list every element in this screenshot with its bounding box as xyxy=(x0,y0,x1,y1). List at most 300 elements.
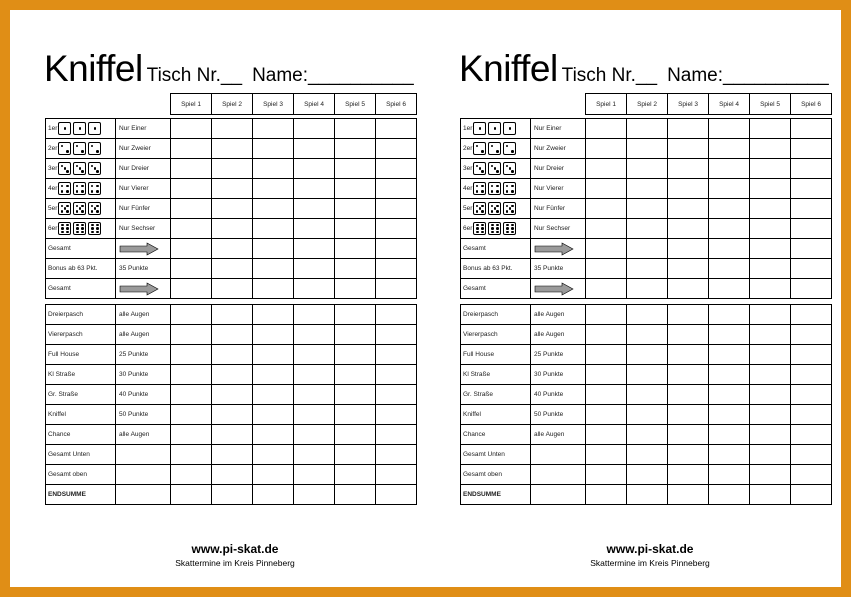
score-cell[interactable] xyxy=(253,345,294,365)
score-cell[interactable] xyxy=(709,425,750,445)
rule-text: alle Augen xyxy=(531,325,586,345)
rule-text: 30 Punkte xyxy=(116,365,171,385)
score-cell[interactable] xyxy=(171,139,212,159)
score-cell[interactable] xyxy=(709,199,750,219)
pip xyxy=(511,190,514,193)
score-cell[interactable] xyxy=(294,465,335,485)
score-cell[interactable] xyxy=(668,445,709,465)
score-cell[interactable] xyxy=(791,179,832,199)
pip xyxy=(76,185,79,188)
score-cell[interactable] xyxy=(294,425,335,445)
bonus-row xyxy=(46,259,417,279)
score-cell[interactable] xyxy=(668,385,709,405)
score-cell[interactable] xyxy=(627,279,668,299)
score-cell[interactable] xyxy=(627,305,668,325)
rule-text: alle Augen xyxy=(116,325,171,345)
score-cell[interactable] xyxy=(253,219,294,239)
score-cell[interactable] xyxy=(171,385,212,405)
upper-row xyxy=(461,199,832,219)
arrow-cell xyxy=(531,279,586,299)
score-cell[interactable] xyxy=(335,259,376,279)
dice-group xyxy=(473,182,516,195)
score-cell[interactable] xyxy=(294,239,335,259)
score-cell[interactable] xyxy=(212,179,253,199)
score-cell[interactable] xyxy=(376,119,417,139)
score-cell[interactable] xyxy=(586,199,627,219)
score-cell[interactable] xyxy=(376,445,417,465)
pip xyxy=(66,231,69,234)
score-cell[interactable] xyxy=(253,425,294,445)
score-cell[interactable] xyxy=(791,199,832,219)
score-cell[interactable] xyxy=(750,199,791,219)
score-cell[interactable] xyxy=(253,445,294,465)
score-cell[interactable] xyxy=(791,345,832,365)
website-link[interactable]: www.pi-skat.de xyxy=(606,542,694,556)
score-cell[interactable] xyxy=(750,259,791,279)
score-cell[interactable] xyxy=(709,259,750,279)
score-cell[interactable] xyxy=(627,325,668,345)
score-cell[interactable] xyxy=(212,259,253,279)
score-cell[interactable] xyxy=(294,159,335,179)
score-cell[interactable] xyxy=(791,139,832,159)
score-cell[interactable] xyxy=(253,179,294,199)
score-cell[interactable] xyxy=(709,405,750,425)
score-cell[interactable] xyxy=(171,465,212,485)
score-cell[interactable] xyxy=(750,279,791,299)
rule-text xyxy=(116,485,171,505)
score-cell[interactable] xyxy=(586,139,627,159)
die-icon xyxy=(503,222,516,235)
score-cell[interactable] xyxy=(668,345,709,365)
score-cell[interactable] xyxy=(627,465,668,485)
score-cell[interactable] xyxy=(376,385,417,405)
score-cell[interactable] xyxy=(335,119,376,139)
score-cell[interactable] xyxy=(294,279,335,299)
score-cell[interactable] xyxy=(709,139,750,159)
score-cell[interactable] xyxy=(376,159,417,179)
score-cell[interactable] xyxy=(212,239,253,259)
game-header: Spiel 3 xyxy=(668,94,709,115)
score-cell[interactable] xyxy=(294,405,335,425)
score-cell[interactable] xyxy=(294,119,335,139)
score-cell[interactable] xyxy=(709,465,750,485)
score-cell[interactable] xyxy=(294,325,335,345)
score-cell[interactable] xyxy=(212,119,253,139)
score-cell[interactable] xyxy=(212,445,253,465)
score-cell[interactable] xyxy=(627,199,668,219)
score-cell[interactable] xyxy=(253,119,294,139)
score-cell[interactable] xyxy=(627,219,668,239)
score-cell[interactable] xyxy=(171,199,212,219)
score-cell[interactable] xyxy=(212,345,253,365)
score-cell[interactable] xyxy=(294,385,335,405)
dice-group xyxy=(473,122,516,135)
score-cell[interactable] xyxy=(791,325,832,345)
score-cell[interactable] xyxy=(586,465,627,485)
score-cell[interactable] xyxy=(171,305,212,325)
score-cell[interactable] xyxy=(376,405,417,425)
row-label-cell xyxy=(461,139,531,159)
score-cell[interactable] xyxy=(335,279,376,299)
score-cell[interactable] xyxy=(627,119,668,139)
score-cell[interactable] xyxy=(668,199,709,219)
pip xyxy=(96,150,99,153)
score-cell[interactable] xyxy=(791,365,832,385)
score-cell[interactable] xyxy=(668,119,709,139)
pip xyxy=(481,210,484,213)
score-cell[interactable] xyxy=(376,139,417,159)
pip xyxy=(481,185,484,188)
score-cell[interactable] xyxy=(586,219,627,239)
score-cell[interactable] xyxy=(335,325,376,345)
score-cell[interactable] xyxy=(750,365,791,385)
pip xyxy=(61,231,64,234)
score-cell[interactable] xyxy=(709,179,750,199)
score-cell[interactable] xyxy=(586,119,627,139)
score-cell[interactable] xyxy=(668,425,709,445)
rule-text: 40 Punkte xyxy=(531,385,586,405)
score-cell[interactable] xyxy=(212,199,253,219)
score-cell[interactable] xyxy=(212,305,253,325)
row-label: Gesamt xyxy=(461,239,531,259)
score-cell[interactable] xyxy=(668,219,709,239)
score-cell[interactable] xyxy=(171,179,212,199)
score-cell[interactable] xyxy=(171,405,212,425)
pip xyxy=(491,165,494,168)
score-cell[interactable] xyxy=(627,405,668,425)
die-icon xyxy=(473,122,486,135)
score-cell[interactable] xyxy=(376,485,417,505)
score-cell[interactable] xyxy=(627,345,668,365)
score-cell[interactable] xyxy=(750,485,791,505)
row-label: Kl Straße xyxy=(461,365,531,385)
score-cell[interactable] xyxy=(627,179,668,199)
score-cell[interactable] xyxy=(212,279,253,299)
score-cell[interactable] xyxy=(709,325,750,345)
score-cell[interactable] xyxy=(376,199,417,219)
die-icon xyxy=(488,122,501,135)
score-cell[interactable] xyxy=(709,445,750,465)
score-cell[interactable] xyxy=(791,425,832,445)
score-cell[interactable] xyxy=(668,259,709,279)
score-cell[interactable] xyxy=(335,425,376,445)
score-cell[interactable] xyxy=(294,219,335,239)
score-cell[interactable] xyxy=(668,139,709,159)
score-cell[interactable] xyxy=(791,405,832,425)
score-cell[interactable] xyxy=(294,445,335,465)
card-title: Kniffel xyxy=(459,48,558,89)
score-cell[interactable] xyxy=(586,385,627,405)
score-cell[interactable] xyxy=(253,405,294,425)
score-cell[interactable] xyxy=(586,305,627,325)
score-cell[interactable] xyxy=(668,465,709,485)
score-cell[interactable] xyxy=(586,425,627,445)
score-cell[interactable] xyxy=(171,259,212,279)
score-cell[interactable] xyxy=(212,465,253,485)
score-cell[interactable] xyxy=(791,385,832,405)
score-cell[interactable] xyxy=(668,365,709,385)
lower-row xyxy=(46,385,417,405)
die-icon xyxy=(73,202,86,215)
score-cell[interactable] xyxy=(212,425,253,445)
row-label: Bonus ab 63 Pkt. xyxy=(46,259,116,279)
score-cell[interactable] xyxy=(791,485,832,505)
score-cell[interactable] xyxy=(376,279,417,299)
score-cell[interactable] xyxy=(586,365,627,385)
score-cell[interactable] xyxy=(750,219,791,239)
score-cell[interactable] xyxy=(294,179,335,199)
score-cell[interactable] xyxy=(253,279,294,299)
pip xyxy=(496,227,499,230)
score-cell[interactable] xyxy=(253,485,294,505)
website-link[interactable]: www.pi-skat.de xyxy=(191,542,279,556)
upper-row xyxy=(461,219,832,239)
score-cell[interactable] xyxy=(376,305,417,325)
die-icon xyxy=(488,142,501,155)
die-icon xyxy=(488,202,501,215)
score-cell[interactable] xyxy=(750,139,791,159)
score-cell[interactable] xyxy=(791,305,832,325)
pip xyxy=(506,231,509,234)
score-cell[interactable] xyxy=(750,239,791,259)
pip xyxy=(79,127,82,130)
pip xyxy=(481,190,484,193)
game-header: Spiel 6 xyxy=(791,94,832,115)
rule-text: 35 Punkte xyxy=(531,259,586,279)
score-cell[interactable] xyxy=(253,139,294,159)
score-cell[interactable] xyxy=(750,445,791,465)
score-cell[interactable] xyxy=(253,239,294,259)
score-cell[interactable] xyxy=(791,279,832,299)
footer-subtitle: Skattermine im Kreis Pinneberg xyxy=(175,558,295,568)
rule-text: 35 Punkte xyxy=(116,259,171,279)
pip xyxy=(81,227,84,230)
score-cell[interactable] xyxy=(335,465,376,485)
score-cell[interactable] xyxy=(668,279,709,299)
score-cell[interactable] xyxy=(335,305,376,325)
score-cell[interactable] xyxy=(294,305,335,325)
score-cell[interactable] xyxy=(171,445,212,465)
score-cell[interactable] xyxy=(586,445,627,465)
score-cell[interactable] xyxy=(709,119,750,139)
lower-row xyxy=(461,405,832,425)
score-cell[interactable] xyxy=(750,405,791,425)
score-cell[interactable] xyxy=(335,445,376,465)
pip xyxy=(96,210,99,213)
score-cell[interactable] xyxy=(668,159,709,179)
score-cell[interactable] xyxy=(171,485,212,505)
score-cell[interactable] xyxy=(709,485,750,505)
score-cell[interactable] xyxy=(335,139,376,159)
score-cell[interactable] xyxy=(376,259,417,279)
score-cell[interactable] xyxy=(709,345,750,365)
score-cell[interactable] xyxy=(171,239,212,259)
score-cell[interactable] xyxy=(627,445,668,465)
pip xyxy=(66,205,69,208)
score-cell[interactable] xyxy=(171,159,212,179)
score-cell[interactable] xyxy=(376,365,417,385)
score-cell[interactable] xyxy=(791,445,832,465)
score-cell[interactable] xyxy=(586,279,627,299)
score-cell[interactable] xyxy=(627,365,668,385)
score-cell[interactable] xyxy=(750,159,791,179)
upper-row xyxy=(46,179,417,199)
score-cell[interactable] xyxy=(750,425,791,445)
score-cell[interactable] xyxy=(668,485,709,505)
score-cell[interactable] xyxy=(750,465,791,485)
score-cell[interactable] xyxy=(709,385,750,405)
score-cell[interactable] xyxy=(709,219,750,239)
score-cell[interactable] xyxy=(709,239,750,259)
score-cell[interactable] xyxy=(586,485,627,505)
rule-text: 30 Punkte xyxy=(531,365,586,385)
score-cell[interactable] xyxy=(376,219,417,239)
pip xyxy=(81,231,84,234)
score-cell[interactable] xyxy=(791,259,832,279)
score-cell[interactable] xyxy=(212,405,253,425)
score-cell[interactable] xyxy=(376,325,417,345)
score-cell[interactable] xyxy=(212,365,253,385)
score-cell[interactable] xyxy=(709,305,750,325)
score-cell[interactable] xyxy=(627,425,668,445)
row-label: 2er xyxy=(48,145,58,153)
pip xyxy=(61,165,64,168)
score-cell[interactable] xyxy=(294,199,335,219)
score-cell[interactable] xyxy=(171,219,212,239)
score-cell[interactable] xyxy=(335,485,376,505)
score-cell[interactable] xyxy=(376,465,417,485)
score-cell[interactable] xyxy=(376,345,417,365)
score-cell[interactable] xyxy=(750,385,791,405)
score-cell[interactable] xyxy=(335,199,376,219)
score-cell[interactable] xyxy=(335,159,376,179)
score-cell[interactable] xyxy=(294,139,335,159)
score-cell[interactable] xyxy=(627,139,668,159)
row-label-cell xyxy=(461,119,531,139)
pip xyxy=(476,205,479,208)
score-cell[interactable] xyxy=(750,179,791,199)
score-cell[interactable] xyxy=(376,239,417,259)
score-cell[interactable] xyxy=(335,405,376,425)
score-cell[interactable] xyxy=(171,345,212,365)
pip xyxy=(61,185,64,188)
score-cell[interactable] xyxy=(294,485,335,505)
score-cell[interactable] xyxy=(253,465,294,485)
score-cell[interactable] xyxy=(212,325,253,345)
score-cell[interactable] xyxy=(627,385,668,405)
row-label: Gesamt Unten xyxy=(461,445,531,465)
score-cell[interactable] xyxy=(171,325,212,345)
score-cell[interactable] xyxy=(627,485,668,505)
score-cell[interactable] xyxy=(335,219,376,239)
score-cell[interactable] xyxy=(212,159,253,179)
pip xyxy=(76,210,79,213)
score-cell[interactable] xyxy=(212,139,253,159)
die-icon xyxy=(503,142,516,155)
score-cell[interactable] xyxy=(294,365,335,385)
score-cell[interactable] xyxy=(212,219,253,239)
score-cell[interactable] xyxy=(791,465,832,485)
score-cell[interactable] xyxy=(586,179,627,199)
score-cell[interactable] xyxy=(335,239,376,259)
score-cell[interactable] xyxy=(791,119,832,139)
score-cell[interactable] xyxy=(376,179,417,199)
score-cell[interactable] xyxy=(586,325,627,345)
score-cell[interactable] xyxy=(253,199,294,219)
score-cell[interactable] xyxy=(791,159,832,179)
score-cell[interactable] xyxy=(294,345,335,365)
pip xyxy=(506,145,509,148)
score-cell[interactable] xyxy=(586,345,627,365)
score-cell[interactable] xyxy=(668,405,709,425)
score-cell[interactable] xyxy=(253,325,294,345)
score-cell[interactable] xyxy=(335,365,376,385)
score-cell[interactable] xyxy=(253,385,294,405)
score-cell[interactable] xyxy=(791,219,832,239)
score-cell[interactable] xyxy=(586,159,627,179)
score-cell[interactable] xyxy=(627,259,668,279)
score-cell[interactable] xyxy=(627,239,668,259)
score-cell[interactable] xyxy=(171,425,212,445)
score-cell[interactable] xyxy=(171,365,212,385)
score-cell[interactable] xyxy=(376,425,417,445)
score-cell[interactable] xyxy=(750,325,791,345)
score-cell[interactable] xyxy=(750,345,791,365)
arrow-right-icon xyxy=(119,242,159,256)
score-cell[interactable] xyxy=(586,259,627,279)
rule-text: alle Augen xyxy=(531,425,586,445)
score-cell[interactable] xyxy=(709,159,750,179)
row-label: 2er xyxy=(463,145,473,153)
score-cell[interactable] xyxy=(627,159,668,179)
rule-text: Nur Zweier xyxy=(116,139,171,159)
score-cell[interactable] xyxy=(750,305,791,325)
score-cell[interactable] xyxy=(335,385,376,405)
lower-row xyxy=(461,445,832,465)
score-cell[interactable] xyxy=(668,305,709,325)
row-label: Gesamt xyxy=(46,279,116,299)
score-cell[interactable] xyxy=(212,485,253,505)
score-cell[interactable] xyxy=(335,179,376,199)
score-cell[interactable] xyxy=(212,385,253,405)
score-cell[interactable] xyxy=(294,259,335,279)
rule-text xyxy=(531,485,586,505)
score-cell[interactable] xyxy=(750,119,791,139)
lower-row xyxy=(46,345,417,365)
pip xyxy=(61,210,64,213)
score-cell[interactable] xyxy=(335,345,376,365)
lower-section-table xyxy=(460,304,832,505)
score-cell[interactable] xyxy=(253,305,294,325)
score-cell[interactable] xyxy=(171,279,212,299)
score-cell[interactable] xyxy=(253,159,294,179)
pip xyxy=(64,127,67,130)
game-header: Spiel 2 xyxy=(212,94,253,115)
score-cell[interactable] xyxy=(586,405,627,425)
score-cell[interactable] xyxy=(668,239,709,259)
score-cell[interactable] xyxy=(586,239,627,259)
score-cell[interactable] xyxy=(171,119,212,139)
score-cell[interactable] xyxy=(791,239,832,259)
pip xyxy=(511,227,514,230)
score-cell[interactable] xyxy=(709,279,750,299)
score-cell[interactable] xyxy=(253,365,294,385)
pip xyxy=(96,231,99,234)
score-cell[interactable] xyxy=(709,365,750,385)
score-cell[interactable] xyxy=(668,325,709,345)
score-cell[interactable] xyxy=(668,179,709,199)
score-cell[interactable] xyxy=(253,259,294,279)
